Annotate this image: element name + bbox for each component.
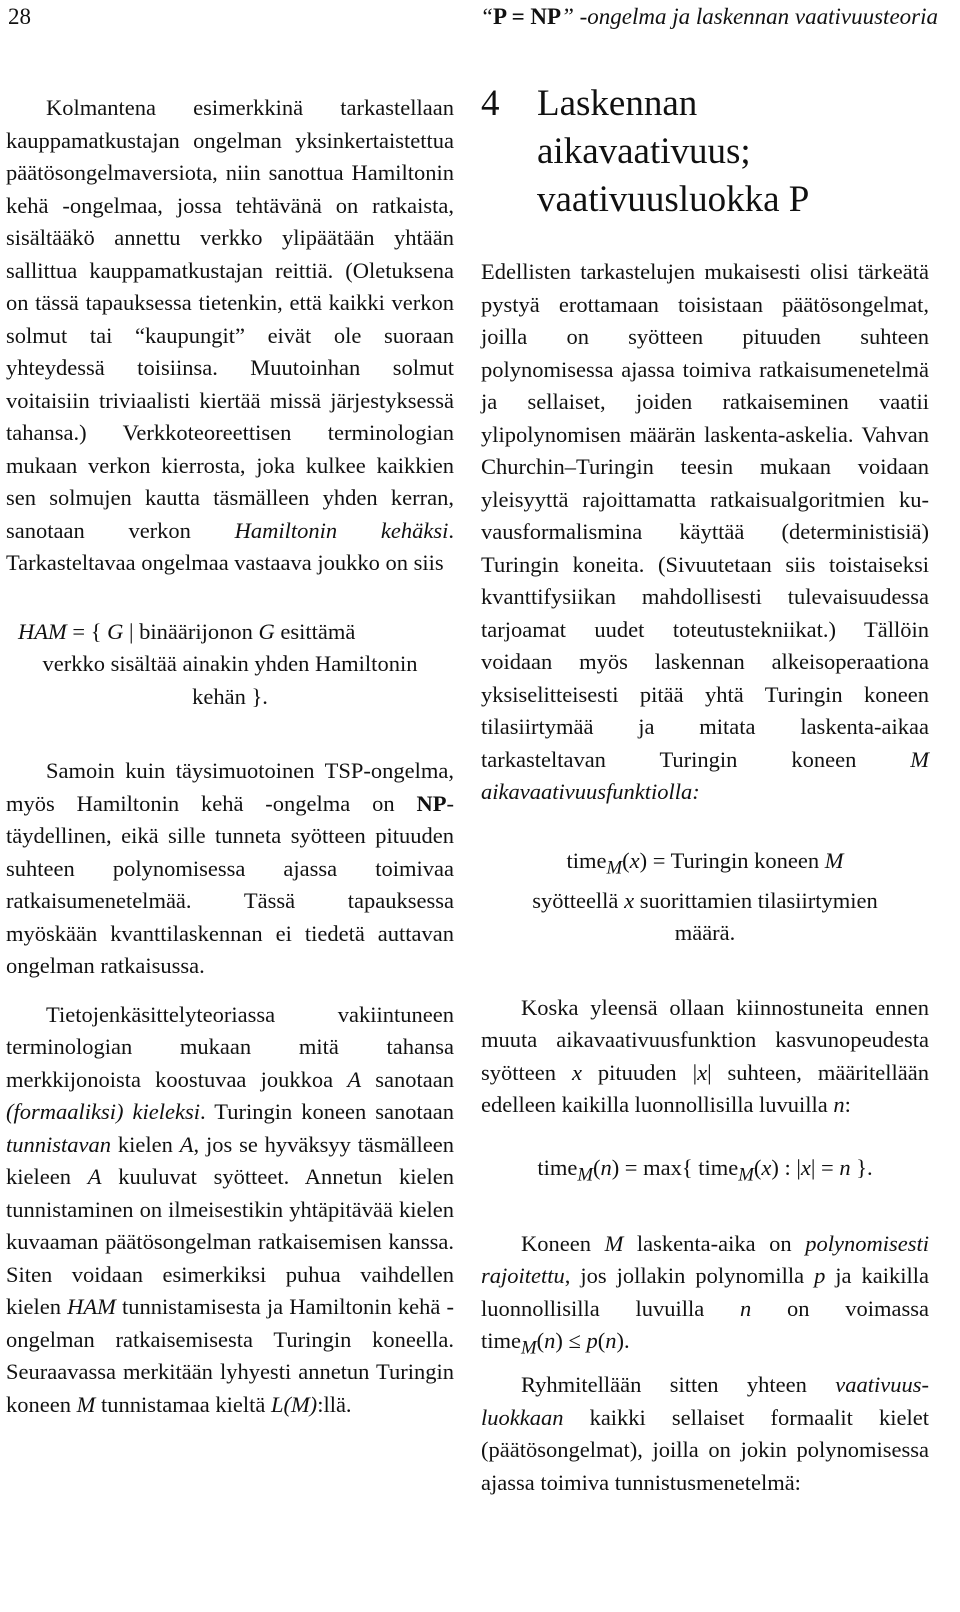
text-run: pituuden |: [581, 1059, 698, 1085]
text-run: Edellisten tarkastelujen mukaisesti olisi tärkeätä pystyä erottamaan toisistaan päätösongelmat, joilla on syötteen pituuden suhteen polynomisessa ajassa toimiva ratkaisumenetelmä ja sellaiset, joiden ratkaiseminen vaatii ylipolynomisen määrän laskenta-askelia. Vahvan Churchin–Turingin teesin mukaan voidaan yleisyyttä rajoittamatta ratkaisualgoritmien kuvausformalismina käyttää (deterministisiä) Turingin koneita. (Sivuutetaan siis toistaiseksi kvanttifysiikan mahdollisesti tulevaisuudessa tarjoamat uudet toteutustekniikat.) Tällöin voidaan myös laskennan alkeisoperaationa yksiselitteisesti pitää yhtä Turingin koneen tilasiirtymää ja mitata laskenta-aikaa tarkasteltavan Turingin koneen: [481, 259, 929, 772]
equation-line: määrä.: [674, 920, 736, 945]
math-op: (: [597, 1328, 606, 1353]
equation-time-max: time$_M$(n) = max{ time$_M$(x) : |x| = n }.: [537, 1154, 873, 1185]
paragraph-polynomial-bound: [481, 1228, 929, 1366]
math-var: M: [604, 1230, 624, 1256]
paragraph-np-complete: [6, 755, 454, 983]
math-text: syötteellä: [532, 887, 625, 913]
math-var: p: [814, 1263, 826, 1288]
running-title: [480, 4, 938, 30]
section-heading: [481, 80, 929, 224]
term-time-complexity-function: aikavaativuusfunktiolla:: [481, 779, 700, 804]
text-run: laskenta-aika on: [623, 1230, 806, 1256]
math-var: M: [824, 847, 844, 873]
term-polynomially-bounded: polynomisesti rajoitettu: [481, 1230, 929, 1288]
math-var: M: [910, 746, 929, 772]
text-run: Koska yleensä ollaan kiinnostuneita ennen muuta aikavaativuusfunktion kasvunopeudesta syötteen: [481, 994, 929, 1085]
section-title: [537, 80, 809, 224]
math-var: n: [740, 1295, 752, 1321]
text-run: :: [844, 1092, 851, 1117]
equation-line: [481, 885, 929, 918]
math-op: ) ≤: [555, 1328, 587, 1353]
title-open-quote: “: [480, 4, 494, 29]
paragraph-time-complexity: [481, 256, 929, 809]
text-run: on voimassa time: [481, 1295, 929, 1353]
paragraph-complexity-class: [481, 1369, 929, 1499]
text-run: ja kaikilla luonnollisilla luvuilla: [481, 1263, 929, 1321]
math-var: x: [624, 887, 635, 913]
section-title-line: aikavaativuus;: [537, 131, 751, 172]
math-op: time: [566, 847, 607, 873]
page-header: [0, 0, 960, 40]
equation-line: verkko sisältää ainakin yhden Hamiltonin: [42, 651, 418, 676]
text-run: . Tarkasteltavaa ongelmaa vastaava joukko on siis: [6, 517, 454, 575]
left-column: [6, 92, 454, 1421]
math-sub: M: [521, 1337, 537, 1359]
term-complexity-class: vaativuusluokkaan: [481, 1372, 929, 1430]
math-np: NP: [416, 790, 447, 816]
text-run: Ryhmitellään sitten yhteen: [521, 1372, 836, 1397]
math-var: A: [179, 1131, 194, 1157]
text-run: -täydellinen, eikä sille tunneta syötteen pituuden suhteen polynomisessa ajassa toimivaa ratkaisumenetelmää. Tässä tapauksessa myöskään kvanttilaskennan ei tiedetä auttavan ongelman ratkaisussa.: [6, 790, 454, 978]
text-run: , jos jollakin polynomilla: [564, 1263, 815, 1288]
text-run: | suhteen, määritellään edelleen kaikilla luonnollisilla luvuilla: [481, 1059, 930, 1117]
paragraph-growth-rate: [481, 992, 929, 1122]
math-op: ).: [616, 1328, 630, 1353]
text-run: sanotaan: [361, 1066, 455, 1092]
text-run: tunnistamisesta ja Hamiltonin kehä -ongelman ratkaisemisesta Turingin koneella. Seuraavassa merkitään lyhyesti annetun Turingin koneen: [6, 1294, 454, 1417]
text-run: Kolmantena esimerkkinä tarkastellaan kauppamatkustajan ongelman yksinkertaistettua päätösongelmaversiota, niin sanottua Hamiltonin kehä -ongelmaa, jossa tehtävänä on ratkaista, sisältääkö annettu verkko ylipäätään yhtään sallittua kauppamatkustajan reittiä. (Oletuksena on tässä tapauksessa tietenkin, että kaikki verkon solmut tai “kaupungit” eivät ole suoraan yhteydessä toisiinsa. Muutoinhan solmut voitaisiin triviaalisti kiertää missä järjestyksessä tahansa.) Verkkoteoreettisen terminologian mukaan verkon kierrosta, joka kulkee kaikkien sen solmujen kautta täsmälleen yhden kerran, sanotaan verkon: [6, 95, 454, 543]
text-run: kuuluvat syötteet. Annetun kielen tunnistaminen on ilmeisestikin yhtäpitävää kielen kuvaaman päätösongelman ratkaisemisen kanssa. Siten voidaan esimerkiksi puhua vaihdellen kielen: [6, 1164, 454, 1319]
math-text: ) = Turingin koneen: [639, 847, 825, 873]
section-number: 4: [481, 83, 500, 124]
math-text: suorittamien tilasiirtymien: [634, 887, 878, 913]
math-var: n: [544, 1328, 556, 1353]
math-var: x: [629, 847, 640, 873]
math-sub: M: [606, 857, 623, 878]
equation-time-def: [481, 845, 929, 950]
text-run: tunnistamaa kieltä: [95, 1391, 271, 1417]
right-column: [481, 80, 929, 1499]
text-run: kielen: [111, 1131, 180, 1157]
math-var: A: [347, 1066, 362, 1092]
math-op: (: [536, 1328, 545, 1353]
term-hamilton-cycle: Hamiltonin kehäksi: [234, 517, 449, 543]
math-lm: L(M): [270, 1391, 318, 1417]
section-title-line: vaativuusluokka P: [537, 179, 810, 220]
math-var: p: [586, 1328, 598, 1353]
equation-line: [481, 845, 929, 885]
text-run: Samoin kuin täysimuotoinen TSP-ongelma, myös Hamiltonin kehä -ongelma on: [6, 758, 454, 816]
paragraph-formal-language: [6, 999, 454, 1422]
page-number: 28: [8, 4, 31, 29]
math-var: x: [571, 1059, 582, 1085]
math-var: G: [258, 618, 275, 644]
equation-line: kehän }.: [192, 683, 268, 709]
math-var: A: [87, 1164, 102, 1189]
math-text: esittämä: [274, 618, 356, 644]
title-math: P = NP: [493, 4, 562, 29]
equation-line: [6, 616, 454, 649]
term-formal-language: (formaaliksi) kieleksi: [6, 1099, 200, 1124]
math-var: G: [107, 618, 124, 644]
title-rest: ” -ongelma ja laskennan vaativuusteoria: [561, 4, 938, 29]
math-var: M: [76, 1391, 96, 1417]
math-var: x: [697, 1059, 708, 1085]
text-run: Tietojenkäsittelyteoriassa vakiintuneen terminologian mukaan mitä tahansa merkkijonoista koostuvaa joukkoa: [6, 1001, 454, 1092]
text-run: , jos se hyväksyy täsmälleen kieleen: [6, 1131, 455, 1189]
math-op: = {: [66, 618, 108, 644]
text-run: :llä.: [317, 1391, 352, 1417]
text-run: kaikki sellaiset formaalit kielet (päätösongelmat), joilla on jokin polynomisessa ajassa toimiva tunnistusmenetelmä:: [481, 1404, 929, 1495]
math-op: (: [622, 847, 630, 873]
math-ham: HAM: [18, 618, 67, 644]
text-run: . Turingin koneen sanotaan: [200, 1099, 454, 1124]
math-ham: HAM: [67, 1294, 116, 1319]
math-text: | binäärijonon: [123, 618, 259, 644]
term-recognize: tunnistavan: [6, 1131, 111, 1157]
equation-ham-set: [6, 616, 454, 714]
math-var: n: [833, 1092, 845, 1117]
paragraph-hamilton-intro: [6, 92, 454, 580]
section-title-line: Laskennan: [537, 83, 698, 124]
math-var: n: [605, 1328, 617, 1353]
text-run: Koneen: [521, 1230, 605, 1256]
